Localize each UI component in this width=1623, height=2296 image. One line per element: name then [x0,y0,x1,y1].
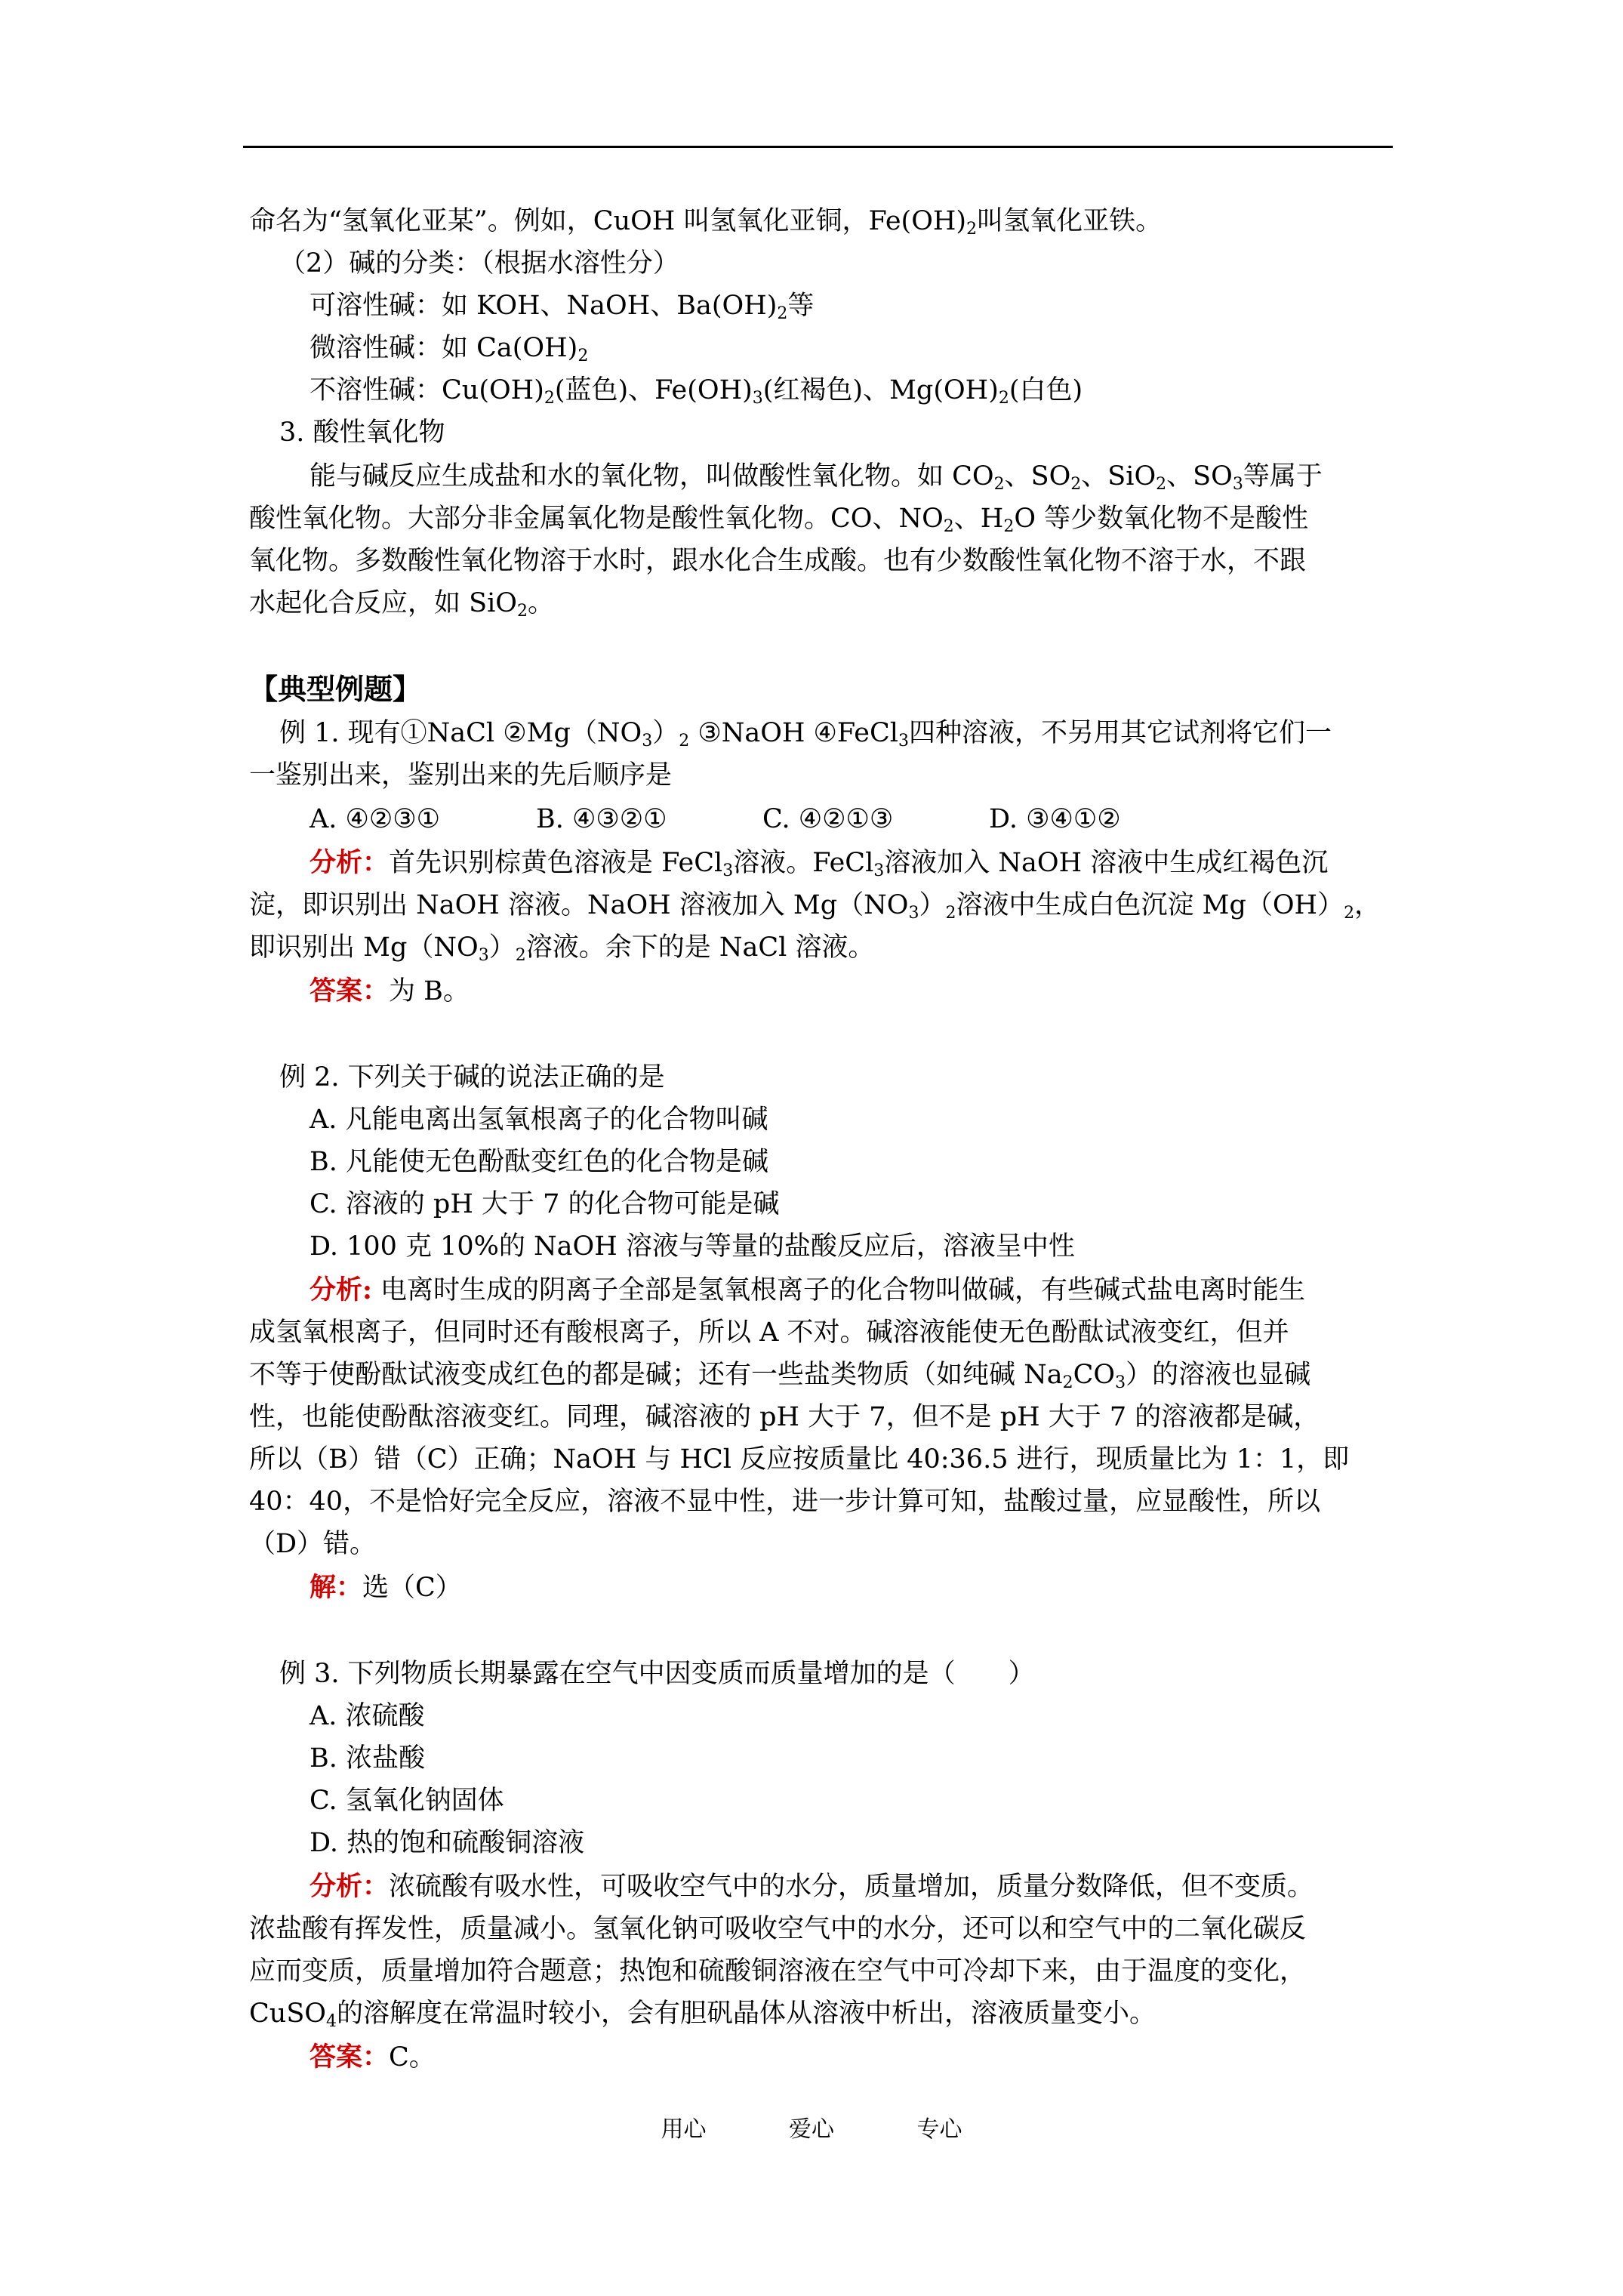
ex3-question: 例 3. 下列物质长期暴露在空气中因变质而质量增加的是（ ） [279,1659,1035,1689]
ex3-option-d: D. 热的饱和硫酸铜溶液 [310,1828,585,1858]
ex2-analysis-line-1: 分析: 电离时生成的阴离子全部是氢氧根离子的化合物叫做碱，有些碱式盐电离时能生 [310,1274,1306,1305]
ex2-option-b: B. 凡能使无色酚酞变红色的化合物是碱 [310,1147,768,1177]
ex3-answer: 答案：C。 [310,2042,436,2073]
ex3-answer-label: 答案： [310,2042,390,2073]
ex1-answer-label: 答案： [310,975,390,1006]
ex2-analysis-label: 分析: [310,1274,372,1305]
ex2-answer-label: 解： [310,1572,363,1603]
ex3-analysis-line-2: 浓盐酸有挥发性，质量减小。氢氧化钠可吸收空气中的水分，还可以和空气中的二氧化碳反 [249,1914,1307,1944]
ex1-options [310,802,1121,837]
ex1-option-c: C. ④②①③ [762,804,894,834]
ex1-analysis-line-3: 即识别出 $Mg(NO_3)_2$溶液。余下的是 NaCl 溶液。 [249,932,875,965]
footer-word-3: 专心 [916,2116,962,2143]
ex3-option-c: C. 氢氧化钠固体 [310,1786,504,1816]
ex2-question: 例 2. 下列关于碱的说法正确的是 [279,1062,665,1093]
header-rule [243,146,1393,148]
intro-line-5: 不溶性碱：$Cu(OH)_2$(蓝色)、$Fe(OH)_3$(红褐色)、$Mg(OH)_2$(白色) [310,375,1083,408]
ex2-analysis-line-4: 性，也能使酚酞溶液变红。同理，碱溶液的 pH 大于 7，但不是 pH 大于 7 的溶液都是碱， [249,1402,1320,1432]
ex2-analysis-line-3: 不等于使酚酞试液变成红色的都是碱；还有一些盐类物质（如纯碱 $Na_2CO_3$）的溶液也显碱 [249,1360,1311,1392]
ex3-analysis-line-3: 应而变质，质量增加符合题意；热饱和硫酸铜溶液在空气中可冷却下来，由于温度的变化， [249,1956,1307,1986]
section3-para-line-1: 能与碱反应生成盐和水的氧化物，叫做酸性氧化物。如 $CO_2$、$SO_2$、SiO$_2$、$SO_3$等属于 [310,461,1323,494]
ex1-analysis-line-1: 分析：首先识别棕黄色溶液是 FeCl$_3$溶液。FeCl$_3$溶液加入 NaOH 溶液中生成红褐色沉 [310,847,1329,880]
section3-title: 3. 酸性氧化物 [279,418,445,448]
ex3-analysis-label: 分析： [310,1871,390,1902]
ex1-option-a: A. ④②③① [310,804,441,834]
section-heading: 【典型例题】 [249,672,422,706]
ex1-question-line-1: 例 1. 现有①NaCl $②Mg(NO_3)_2$ ③NaOH ④FeCl$_3$四种溶液，不另用其它试剂将它们一 [279,718,1332,750]
ex1-question-line-2: 一鉴别出来，鉴别出来的先后顺序是 [249,760,673,791]
ex2-option-d: D. 100 克 10%的 NaOH 溶液与等量的盐酸反应后，溶液呈中性 [310,1231,1075,1262]
section3-para-line-3: 氧化物。多数酸性氧化物溶于水时，跟水化合生成酸。也有少数酸性氧化物不溶于水，不跟 [249,546,1307,576]
intro-line-1: 命名为“氢氧化亚某”。例如，CuOH 叫氢氧化亚铜，$Fe(OH)_2$叫氢氧化亚铁。 [249,206,1163,239]
footer-word-2: 爱心 [789,2116,834,2143]
footer-word-1: 用心 [661,2116,707,2143]
intro-line-2: （2）碱的分类：（根据水溶性分） [279,248,679,279]
ex3-analysis-line-1: 分析：浓硫酸有吸水性，可吸收空气中的水分，质量增加，质量分数降低，但不变质。 [310,1871,1314,1902]
ex2-option-a: A. 凡能电离出氢氧根离子的化合物叫碱 [310,1105,768,1135]
ex2-answer: 解：选（C） [310,1572,462,1603]
ex1-analysis-line-2: 淀，即识别出 NaOH 溶液。NaOH 溶液加入 $Mg(NO_3)_2$溶液中生成白色沉淀 $Mg(OH)_2$， [249,890,1381,923]
ex2-analysis-line-7: （D）错。 [249,1529,377,1559]
intro-line-4: 微溶性碱：如 $Ca(OH)_2$ [310,333,589,365]
ex1-answer: 答案：为 B。 [310,975,470,1006]
ex3-option-a: A. 浓硫酸 [310,1701,425,1731]
ex2-analysis-line-6: 40：40，不是恰好完全反应，溶液不显中性，进一步计算可知，盐酸过量，应显酸性，所以 [249,1487,1321,1517]
ex2-analysis-line-5: 所以（B）错（C）正确；NaOH 与 HCl 反应按质量比 40:36.5 进行，现质量比为 1：1，即 [249,1444,1350,1475]
ex1-option-b: B. ④③②① [536,804,667,834]
intro-line-3: 可溶性碱：如 KOH、NaOH、$Ba(OH)_2$等 [310,291,815,323]
ex2-analysis-line-2: 成氢氧根离子，但同时还有酸根离子，所以 A 不对。碱溶液能使无色酚酞试液变红，但并 [249,1318,1289,1348]
ex2-option-c: C. 溶液的 pH 大于 7 的化合物可能是碱 [310,1189,780,1219]
ex1-option-d: D. ③④①② [989,804,1121,834]
ex3-option-b: B. 浓盐酸 [310,1743,425,1774]
ex3-analysis-line-4: CuSO$_4$的溶解度在常温时较小，会有胆矾晶体从溶液中析出，溶液质量变小。 [249,1999,1156,2031]
ex1-analysis-label: 分析： [310,847,390,878]
page-footer [0,2110,1623,2143]
section3-para-line-4: 水起化合反应，如 SiO$_2$。 [249,588,555,621]
section3-para-line-2: 酸性氧化物。大部分非金属氧化物是酸性氧化物。CO、$NO_2$、$H_2O$ 等少数氧化物不是酸性 [249,504,1309,536]
